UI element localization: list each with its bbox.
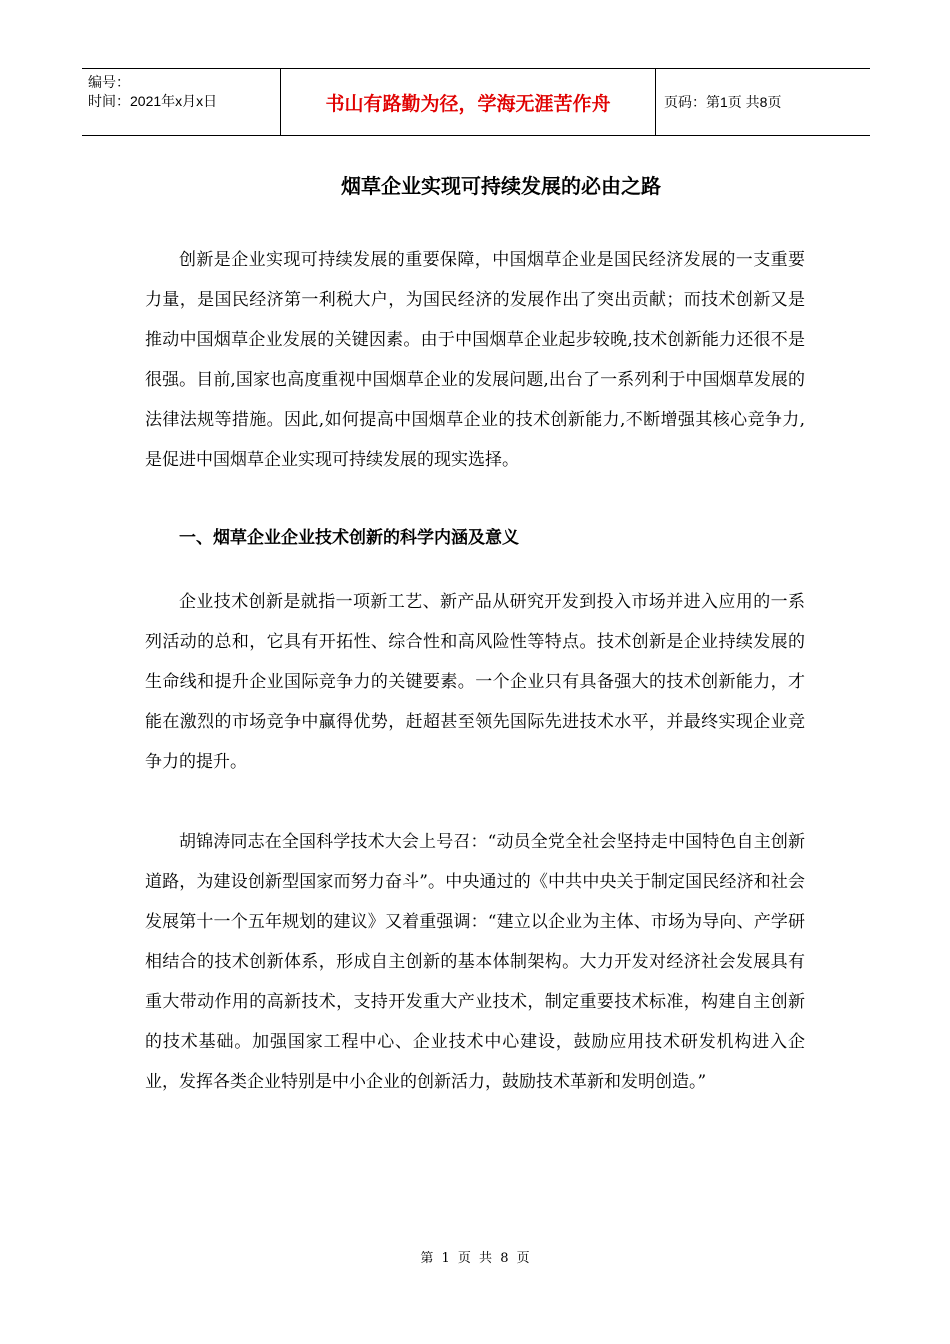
paragraph-innovation: 企业技术创新是就指一项新工艺、新产品从研究开发到投入市场并进入应用的一系列活动的总和，它具有开拓性、综合性和高风险性等特点。技术创新是企业持续发展的生命线和提升企业国际竞争力的关键要素。一个企业只有具备强大的技术创新能力，才能在激烈的市场竞争中赢得优势，赶超甚至领先国际先进技术水平，并最终实现企业竞争力的提升。 [145, 592, 805, 772]
paragraph-quote: 胡锦涛同志在全国科学技术大会上号召：“动员全党全社会坚持走中国特色自主创新道路，为建设创新型国家而努力奋斗”。中央通过的《中共中央关于制定国民经济和社会发展第十一个五年规划的建议》又着重强调：“建立以企业为主体、市场为导向、产学研相结合的技术创新体系，形成自主创新的基本体制架构。大力开发对经济社会发展具有重大带动作用的高新技术，支持开发重大产业技术，制定重要技术标准，构建自主创新的技术基础。加强国家工程中心、企业技术中心建设，鼓励应用技术研发机构进入企业，发挥各类企业特别是中小企业的创新活力，鼓励技术革新和发明创造。” [145, 832, 805, 1092]
document-number-label: 编号： [88, 74, 130, 90]
page-footer: 第 1 页 共 8 页 [420, 1251, 530, 1266]
document-header [82, 68, 870, 136]
header-info-cell [82, 69, 280, 135]
spacer [145, 558, 805, 582]
document-title: 烟草企业实现可持续发展的必由之路 [341, 174, 661, 198]
header-motto-cell [280, 69, 656, 135]
header-page-cell [656, 69, 870, 135]
document-time-label: 时间：2021年x月x日 [88, 93, 218, 109]
page-code-label: 页码：第1页 共8页 [664, 94, 782, 110]
paragraph-intro: 创新是企业实现可持续发展的重要保障，中国烟草企业是国民经济发展的一支重要力量，是国民经济第一利税大户，为国民经济的发展作出了突出贡献；而技术创新又是推动中国烟草企业发展的关键因素。由于中国烟草企业起步较晚,技术创新能力还很不是很强。目前,国家也高度重视中国烟草企业的发展问题,出台了一系列利于中国烟草发展的法律法规等措施。因此,如何提高中国烟草企业的技术创新能力,不断增强其核心竞争力,是促进中国烟草企业实现可持续发展的现实选择。 [145, 250, 805, 470]
section-heading: 一、烟草企业企业技术创新的科学内涵及意义 [179, 528, 519, 548]
document-body [145, 240, 805, 1102]
spacer [145, 480, 805, 518]
spacer [145, 782, 805, 822]
motto-text: 书山有路勤为径，学海无涯苦作舟 [325, 92, 611, 115]
